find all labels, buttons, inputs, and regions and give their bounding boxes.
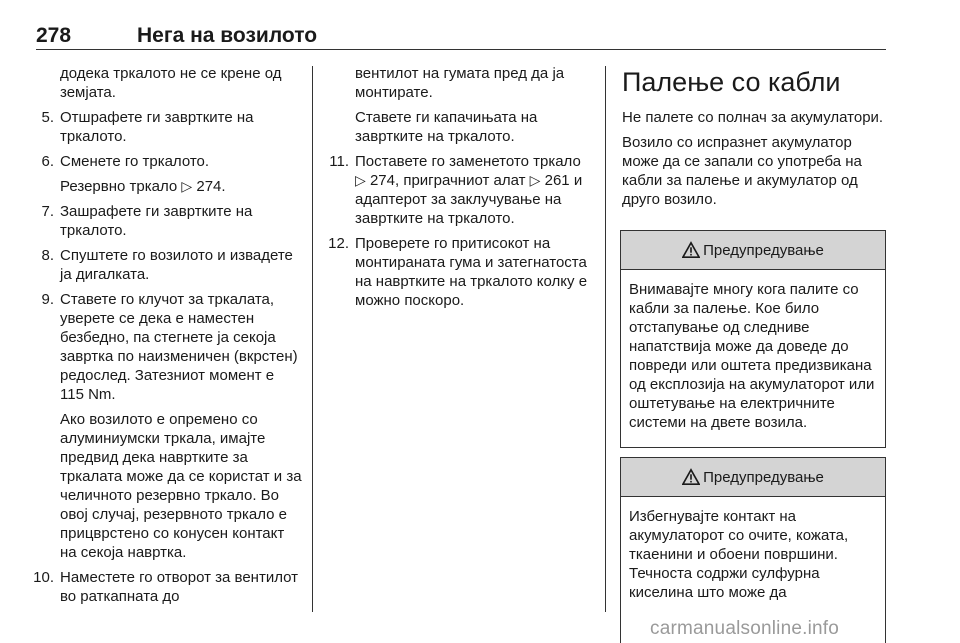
list-item-7: 7. Зашрафете ги завртките на тркалото.	[41, 203, 253, 239]
column-3	[622, 64, 884, 215]
page-reference-link[interactable]: 274.	[196, 178, 226, 195]
warning-triangle-icon	[682, 468, 700, 486]
warning-title: Предупредување	[703, 468, 824, 486]
warning-triangle-icon	[682, 241, 700, 259]
page-title: Нега на возилото	[137, 24, 318, 47]
list-item-8: 8. Спуштете го возилото и извадете ја дигалката.	[41, 247, 293, 283]
list-item-5: 5. Отшрафете ги завртките на тркалото.	[41, 109, 254, 145]
list-item-9: 9. Ставете го клучот за тркалата, уверете се дека е наместен безбедно, па стегнете ја секоја завртка по наизменичен (вкрстен) редослед. Затезниот момент е 115 Nm.	[41, 291, 298, 403]
paragraph: Не палете со полнач за акумулатори.	[622, 109, 884, 126]
page-reference-link[interactable]: 261 и адаптерот за заклучување на завртките на тркалото.	[355, 172, 583, 227]
spare-wheel-reference: Резервно тркало ▷ 274.	[60, 178, 226, 195]
page-header	[36, 20, 886, 50]
column-divider-2	[605, 66, 606, 612]
page-number: 278	[36, 24, 72, 47]
list-item-10: 10. Наместете го отворот за вентилот во раткапната до	[33, 569, 299, 605]
aluminium-wheels-note: Ако возилото е опремено со алуминиумски тркала, имајте предвид дека навртките за тркалата може да се користат и за челичното резервно тркало. Во овој случај, резервното тркало е прицврстено со конусен контакт на секоја навртка.	[60, 411, 302, 561]
section-title: Палење со кабли	[622, 67, 841, 97]
column-1	[33, 64, 302, 612]
warning-box-2	[620, 457, 886, 643]
warning-text: Внимавајте многу кога палите со кабли за палење. Кое било отстапување од следниве напатствија може да доведе до повреди или оштета предизвикана од експлозија на акумулаторот или оштетување на електричните системи на двете возила.	[629, 281, 875, 431]
list-item-11: 11. Поставете го заменетото тркало ▷ 274, приграчниот алат ▷ 261 и адаптерот за заклучување на завртките на тркалото.	[329, 153, 583, 227]
list-item-6: 6. Сменете го тркалото.	[41, 153, 210, 170]
caps-instruction: Ставете ги капачињата на завртките на тркалото.	[355, 109, 538, 145]
paragraph-continued: додека тркалото не се крене од земјата.	[60, 65, 282, 101]
list-item-12: 12. Проверете го притисокот на монтираната гума и затегнатоста на навртките на тркалото колку е можно поскоро.	[328, 235, 588, 309]
warning-header	[621, 458, 885, 497]
warning-box-1	[620, 230, 886, 448]
warning-text: Избегнувајте контакт на акумулаторот со очите, кожата, ткаенини и обоени површини. Течноста содржи сулфурна киселина што може да	[629, 508, 849, 601]
watermark: carmanualsonline.info	[650, 618, 840, 639]
paragraph-continued: вентилот на гумата пред да ја монтирате.	[355, 65, 565, 101]
reference-arrow-icon: ▷	[355, 172, 366, 188]
column-2	[328, 64, 595, 316]
column-divider-1	[312, 66, 313, 612]
header-rule	[36, 49, 886, 50]
warning-title: Предупредување	[703, 241, 824, 259]
reference-arrow-icon: ▷	[181, 178, 193, 194]
reference-arrow-icon: ▷	[529, 172, 541, 188]
page-reference-link[interactable]: 274, приграчниот алат	[369, 172, 526, 189]
paragraph: Возило со испразнет акумулатор може да се запали со употреба на кабли за палење и акумулатор од друго возило.	[622, 134, 862, 208]
warning-header	[621, 231, 885, 270]
